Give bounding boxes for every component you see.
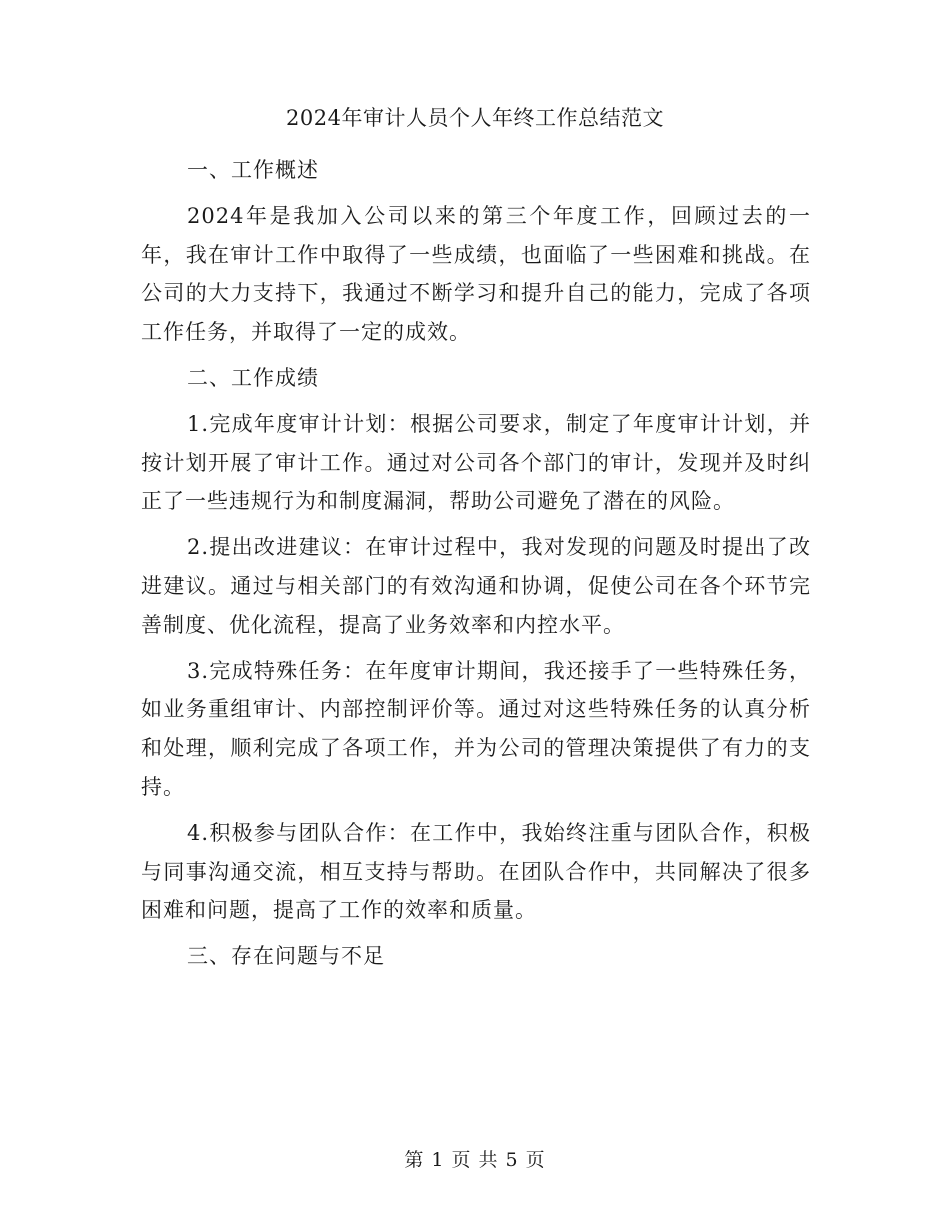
paragraph-achievement-4: 4.积极参与团队合作：在工作中，我始终注重与团队合作，积极与同事沟通交流，相互支持与帮助。在团队合作中，共同解决了很多困难和问题，提高了工作的效率和质量。: [141, 820, 811, 923]
paragraph-achievement-1: 1.完成年度审计计划：根据公司要求，制定了年度审计计划，并按计划开展了审计工作。通过对公司各个部门的审计，发现并及时纠正了一些违规行为和制度漏洞，帮助公司避免了潜在的风险。: [141, 411, 811, 514]
paragraph-achievement-2: 2.提出改进建议：在审计过程中，我对发现的问题及时提出了改进建议。通过与相关部门的有效沟通和协调，促使公司在各个环节完善制度、优化流程，提高了业务效率和内控水平。: [141, 535, 811, 637]
section-heading-achievements: 二、工作成绩: [187, 365, 319, 390]
page-number-footer: 第 1 页 共 5 页: [404, 1149, 546, 1171]
section-heading-problems: 三、存在问题与不足: [187, 944, 385, 969]
document-title: 2024年审计人员个人年终工作总结范文: [286, 106, 664, 130]
paragraph-achievement-3: 3.完成特殊任务：在年度审计期间，我还接手了一些特殊任务，如业务重组审计、内部控制评价等。通过对这些特殊任务的认真分析和处理，顺利完成了各项工作，并为公司的管理决策提供了有力的支持。: [141, 658, 811, 799]
document-body: [141, 151, 811, 983]
paragraph-overview: 2024年是我加入公司以来的第三个年度工作，回顾过去的一年，我在审计工作中取得了一些成绩，也面临了一些困难和挑战。在公司的大力支持下，我通过不断学习和提升自己的能力，完成了各项工作任务，并取得了一定的成效。: [141, 203, 811, 345]
section-heading-overview: 一、工作概述: [187, 158, 319, 182]
